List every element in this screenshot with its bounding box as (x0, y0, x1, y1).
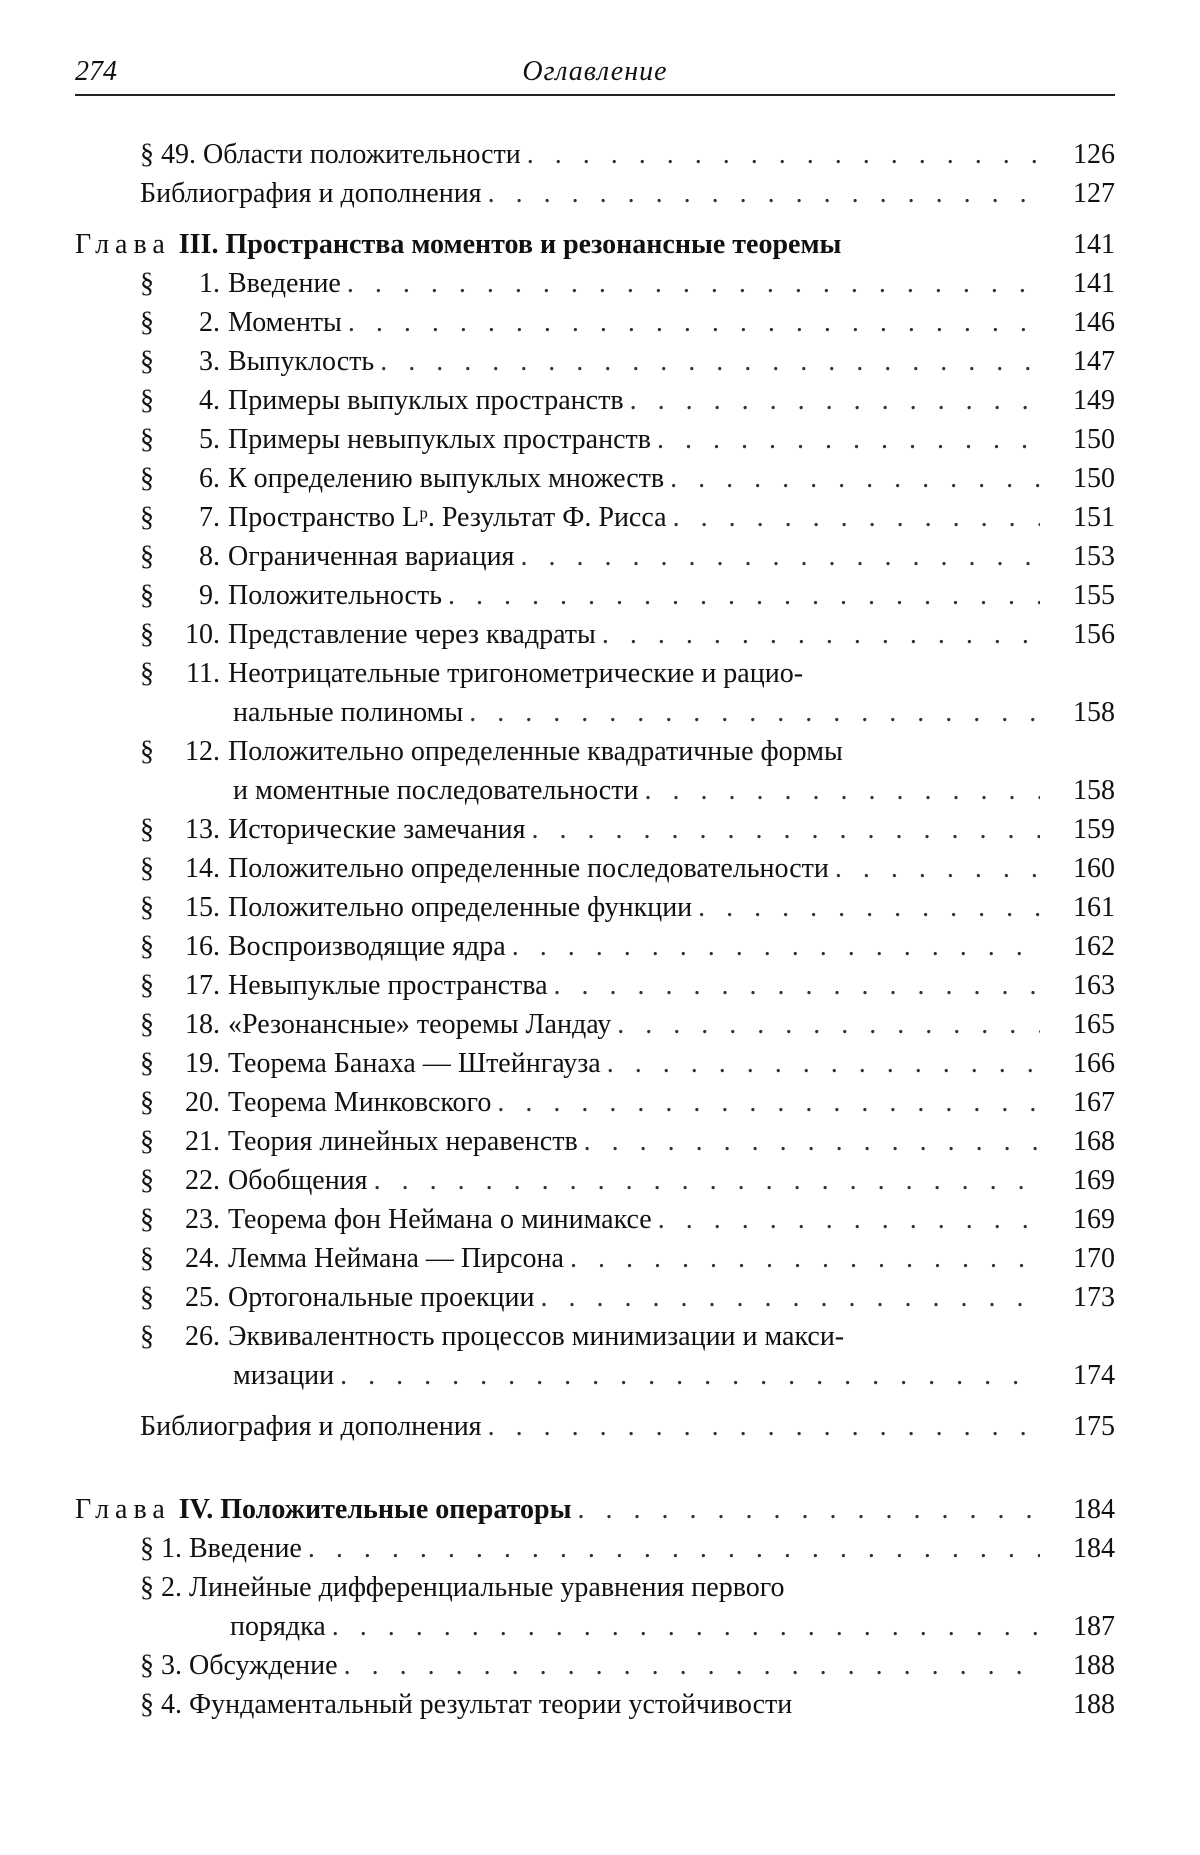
entry-title: Обобщения (228, 1165, 368, 1196)
page-ref: 126 (1073, 139, 1115, 170)
toc-entry: § 12. Положительно определенные квадратичные формы (75, 732, 1115, 771)
entry-title: Невыпуклые пространства (228, 970, 548, 1001)
chapter-prefix: Глава (75, 1494, 171, 1525)
toc-entry: § 7. Пространство Lᵖ. Результат Ф. Рисса . . . 151 (75, 498, 1115, 537)
entry-title: Выпуклость (228, 346, 375, 377)
toc-entry (75, 174, 1115, 213)
entry-title: Эквивалентность процессов минимизации и макси- (228, 1321, 845, 1352)
toc-entry: § 5. Примеры невыпуклых пространств . . . 150 (75, 420, 1115, 459)
toc-entry: § 22. Обобщения . . . 169 (75, 1161, 1115, 1200)
section-number: 8. (199, 541, 220, 572)
section-number: 20. (185, 1087, 220, 1118)
chapter-title: III. Пространства моментов и резонансные теоремы (178, 229, 842, 260)
toc-entry: § 10. Представление через квадраты . . . 156 (75, 615, 1115, 654)
page-ref: 184 (1073, 1494, 1115, 1525)
entry-title-cont: и моментные последовательности (233, 775, 639, 806)
dot-leader (670, 459, 1040, 498)
page-ref: 158 (1073, 775, 1115, 806)
entry-title: Теорема Банаха — Штейнгауза (228, 1048, 601, 1079)
entry-title: Примеры невыпуклых пространств (228, 424, 651, 455)
entry-title-cont: нальные полиномы (233, 697, 464, 728)
chapter-prefix: Глава (75, 229, 171, 260)
dot-leader (520, 537, 1040, 576)
toc-entry: § 23. Теорема фон Неймана о минимаксе . . . 169 (75, 1200, 1115, 1239)
page-ref: 188 (1073, 1650, 1115, 1681)
toc-entry: § 19. Теорема Банаха — Штейнгауза . . . 166 (75, 1044, 1115, 1083)
entry-title: Введение (228, 268, 341, 299)
entry-title: Обсуждение (189, 1650, 338, 1681)
page-ref: 174 (1073, 1360, 1115, 1391)
page-ref: 166 (1073, 1048, 1115, 1079)
page-number: 274 (75, 56, 117, 87)
section-number: 11. (186, 658, 220, 689)
toc-entry: § 3. Выпуклость . . . 147 (75, 342, 1115, 381)
entry-title: Положительно определенные функции (228, 892, 693, 923)
page-ref: 147 (1073, 346, 1115, 377)
dot-leader (658, 1200, 1040, 1239)
page-ref: 167 (1073, 1087, 1115, 1118)
dot-leader (497, 1083, 1040, 1122)
dot-leader (380, 342, 1040, 381)
dot-leader (584, 1122, 1040, 1161)
toc-entry (75, 1407, 1115, 1446)
dot-leader (570, 1239, 1040, 1278)
table-of-contents (75, 135, 1115, 1724)
section-number: 16. (185, 931, 220, 962)
page-ref: 153 (1073, 541, 1115, 572)
page-ref: 169 (1073, 1204, 1115, 1235)
page-ref: 170 (1073, 1243, 1115, 1274)
toc-entry: § 8. Ограниченная вариация . . . 153 (75, 537, 1115, 576)
entry-title: Фундаментальный результат теории устойчивости (189, 1689, 793, 1720)
toc-entry (75, 1685, 1115, 1724)
section-number: 17. (185, 970, 220, 1001)
toc-entry: § 13. Исторические замечания . . . 159 (75, 810, 1115, 849)
page-ref: 169 (1073, 1165, 1115, 1196)
toc-entry: § 18. «Резонансные» теоремы Ландау . . . 165 (75, 1005, 1115, 1044)
section-number: § 1. (140, 1533, 182, 1564)
dot-leader (540, 1278, 1040, 1317)
section-number: 25. (185, 1282, 220, 1313)
page-ref: 141 (1073, 229, 1115, 260)
entry-title: Теорема фон Неймана о минимаксе (228, 1204, 652, 1235)
section-number: § 4. (140, 1689, 182, 1720)
chapter-heading (75, 1490, 1115, 1529)
page-ref: 150 (1073, 424, 1115, 455)
running-title: Оглавление (522, 56, 668, 87)
page-ref: 163 (1073, 970, 1115, 1001)
section-number: § 3. (140, 1650, 182, 1681)
section-number: 5. (199, 424, 220, 455)
toc-entry (75, 135, 1115, 174)
entry-title: Исторические замечания (228, 814, 526, 845)
toc-entry: § 21. Теория линейных неравенств . . . 168 (75, 1122, 1115, 1161)
entry-title: Представление через квадраты (228, 619, 596, 650)
entry-title-cont: порядка (230, 1611, 326, 1642)
dot-leader (835, 849, 1040, 888)
dot-leader (488, 174, 1040, 213)
toc-entry (75, 1646, 1115, 1685)
page-ref: 158 (1073, 697, 1115, 728)
page-ref: 127 (1073, 178, 1115, 209)
toc-entry: § 15. Положительно определенные функции . . . 161 (75, 888, 1115, 927)
dot-leader (531, 810, 1040, 849)
toc-entry: § 17. Невыпуклые пространства . . . 163 (75, 966, 1115, 1005)
section-number: 22. (185, 1165, 220, 1196)
entry-title: Лемма Неймана — Пирсона (228, 1243, 564, 1274)
entry-title: Теорема Минковского (228, 1087, 492, 1118)
section-number: § 2. (140, 1572, 182, 1603)
section-number: 13. (185, 814, 220, 845)
section-number: 24. (185, 1243, 220, 1274)
toc-entry: § 11. Неотрицательные тригонометрические и рацио- (75, 654, 1115, 693)
toc-entry: § 6. К определению выпуклых множеств . . . 150 (75, 459, 1115, 498)
page-ref: 159 (1073, 814, 1115, 845)
page-ref: 150 (1073, 463, 1115, 494)
toc-entry-continuation (75, 1356, 1115, 1395)
section-number: 15. (185, 892, 220, 923)
section-number: 1. (199, 268, 220, 299)
page-ref: 141 (1073, 268, 1115, 299)
entry-title-cont: мизации (233, 1360, 335, 1391)
page-ref: 187 (1073, 1611, 1115, 1642)
page-ref: 165 (1073, 1009, 1115, 1040)
section-number: 7. (199, 502, 220, 533)
dot-leader (448, 576, 1040, 615)
section-number: 18. (185, 1009, 220, 1040)
toc-entry: § 4. Примеры выпуклых пространств . . . 149 (75, 381, 1115, 420)
dot-leader (512, 927, 1040, 966)
dot-leader (577, 1490, 1040, 1529)
entry-title: Положительно определенные квадратичные формы (228, 736, 843, 767)
dot-leader (344, 1646, 1040, 1685)
toc-entry: § 24. Лемма Неймана — Пирсона . . . 170 (75, 1239, 1115, 1278)
dot-leader (554, 966, 1040, 1005)
entry-title: «Резонансные» теоремы Ландау (228, 1009, 612, 1040)
section-number: 2. (199, 307, 220, 338)
dot-leader (657, 420, 1040, 459)
toc-entry: § 25. Ортогональные проекции . . . 173 (75, 1278, 1115, 1317)
toc-entry: § 26. Эквивалентность процессов минимизации и макси- (75, 1317, 1115, 1356)
page-ref: 173 (1073, 1282, 1115, 1313)
toc-entry: § 16. Воспроизводящие ядра . . . 162 (75, 927, 1115, 966)
section-number: 6. (199, 463, 220, 494)
dot-leader (348, 303, 1040, 342)
chapter-heading (75, 225, 1115, 264)
toc-entry: § 1. Введение . . . 141 (75, 264, 1115, 303)
section-number: 4. (199, 385, 220, 416)
entry-title: К определению выпуклых множеств (228, 463, 665, 494)
dot-leader (374, 1161, 1040, 1200)
dot-leader (698, 888, 1040, 927)
entry-title: Области положительности (203, 139, 521, 170)
dot-leader (607, 1044, 1040, 1083)
entry-title: Неотрицательные тригонометрические и рацио- (228, 658, 804, 689)
entry-title: Ограниченная вариация (228, 541, 515, 572)
entry-title: Библиография и дополнения (140, 1411, 482, 1442)
section-number: 12. (185, 736, 220, 767)
toc-entry: § 14. Положительно определенные последовательности . . . 160 (75, 849, 1115, 888)
dot-leader (602, 615, 1040, 654)
chapter-title: IV. Положительные операторы (178, 1494, 572, 1525)
entry-title: Библиография и дополнения (140, 178, 482, 209)
dot-leader (347, 264, 1040, 303)
dot-leader (673, 498, 1040, 537)
toc-entry: § 9. Положительность . . . 155 (75, 576, 1115, 615)
page-header (75, 52, 1115, 96)
entry-title: Линейные дифференциальные уравнения первого (189, 1572, 785, 1603)
section-number: 3. (199, 346, 220, 377)
entry-title: Примеры выпуклых пространств (228, 385, 624, 416)
dot-leader (630, 381, 1040, 420)
toc-entry (75, 1529, 1115, 1568)
entry-title: Теория линейных неравенств (228, 1126, 578, 1157)
toc-entry: § 20. Теорема Минковского . . . 167 (75, 1083, 1115, 1122)
dot-leader (340, 1356, 1040, 1395)
page-ref: 184 (1073, 1533, 1115, 1564)
entry-title: Моменты (228, 307, 342, 338)
dot-leader (308, 1529, 1040, 1568)
dot-leader (527, 135, 1040, 174)
section-number: § 49. (140, 139, 196, 170)
dot-leader (488, 1407, 1040, 1446)
section-number: 26. (185, 1321, 220, 1352)
dot-leader (332, 1607, 1040, 1646)
dot-leader (644, 771, 1040, 810)
page-ref: 146 (1073, 307, 1115, 338)
page-ref: 175 (1073, 1411, 1115, 1442)
entry-title: Ортогональные проекции (228, 1282, 535, 1313)
page-ref: 160 (1073, 853, 1115, 884)
section-number: 21. (185, 1126, 220, 1157)
entry-title: Положительно определенные последовательности (228, 853, 829, 884)
page-ref: 188 (1073, 1689, 1115, 1720)
page-ref: 162 (1073, 931, 1115, 962)
section-number: 23. (185, 1204, 220, 1235)
page-ref: 151 (1073, 502, 1115, 533)
page-ref: 149 (1073, 385, 1115, 416)
entry-title: Положительность (228, 580, 442, 611)
entry-title: Пространство Lᵖ. Результат Ф. Рисса (228, 502, 667, 533)
section-number: 9. (199, 580, 220, 611)
dot-leader (469, 693, 1040, 732)
page-ref: 168 (1073, 1126, 1115, 1157)
toc-entry: § 2. Моменты . . . 146 (75, 303, 1115, 342)
toc-entry-continuation (75, 693, 1115, 732)
page-ref: 161 (1073, 892, 1115, 923)
toc-entry-continuation (75, 771, 1115, 810)
page-ref: 155 (1073, 580, 1115, 611)
section-number: 19. (185, 1048, 220, 1079)
entry-title: Воспроизводящие ядра (228, 931, 506, 962)
section-number: 10. (185, 619, 220, 650)
toc-entry-continuation (75, 1607, 1115, 1646)
dot-leader (617, 1005, 1040, 1044)
page-ref: 156 (1073, 619, 1115, 650)
toc-entry (75, 1568, 1115, 1607)
section-number: 14. (185, 853, 220, 884)
entry-title: Введение (189, 1533, 302, 1564)
